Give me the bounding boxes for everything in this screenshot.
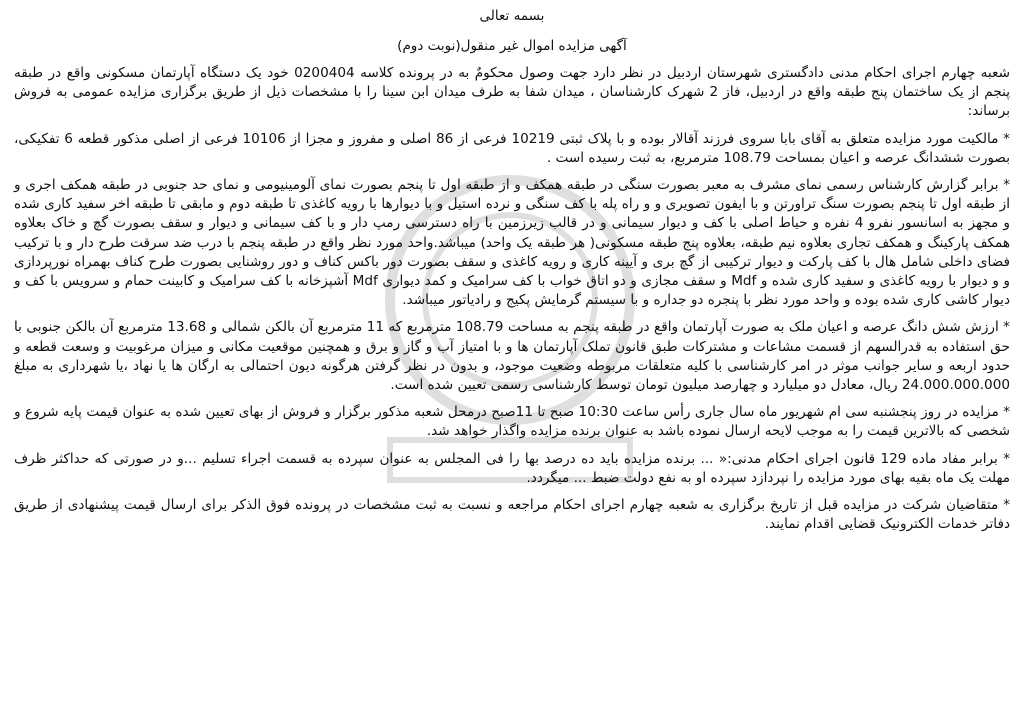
intro-paragraph: شعبه چهارم اجرای احکام مدنی دادگستری شهرستان اردبیل در نظر دارد جهت وصول محکومٌ به در پرونده کلاسه 0200404 خود یک دستگاه آپارتمان مسکونی واقع در طبقه پنجم از یک ساختمان پنج طبقه واقع در اردبیل، فاز 2 شهرک کارشناسان ، میدان شفا به طرف میدان ابن سینا را با مشخصات ذیل از طریق برگزاری مزایده عمومی به فروش برساند:	[14, 65, 1010, 120]
expert-report-paragraph: * برابر گزارش کارشناس رسمی نمای مشرف به معبر بصورت سنگی در طبقه همکف و از طبقه اول تا پنجم بصورت نمای آلومینیومی و نمای حد جنوبی در طبقه همکف اجری و از طبقه اول تا پنجم بصورت سنگ تراورتن و با ایفون تصویری و و راه پله با کف سنگی و نرده استیل و با دیوارها با رویه کاغذی تا طبقه دوم و مابقی تا طبقه اخر سفید کاری شده و مجهز به اسانسور نفرو 4 نفره و حیاط اصلی با کف و دیوار سیمانی و در قالب زیرزمین با راه دسترسی رمپ دار و با کف سیمانی و دیوار و سقف بصورت گچ و خاک بعلاوه همکف پارکینگ و همکف تجاری بعلاوه نیم طبقه، بعلاوه پنج طبقه مسکونی( هر طبقه یک واحد) میباشد.واحد مورد نظر واقع در طبقه پنجم با درب ضد سرقت طرح دار و با ترکیب فضای داخلی شامل هال با کف پارکت و دیوار ترکیبی از گچ بری و آیینه کاری و رویه کاغذی و سقف بصورت دور باکس کناف و دور روشنایی بصورت طرح کناف بهمراه نورپردازی و و دیوار با رویه کاغذی و سفید کاری شده و Mdf و سقف مجازی و دو اتاق خواب با کف سرامیک و کمد دیواری Mdf آشپزخانه با کف سرامیک و کابینت حمام و سرویس با کف و دیوار کاشی کاری شده بوده و واحد مورد نظر با پنجره دو جداره و با سیستم گرمایش پکیج و رادیاتور میباشد.	[14, 177, 1010, 309]
applicants-paragraph: * متقاضیان شرکت در مزایده قبل از تاریخ برگزاری به شعبه چهارم اجرای احکام مراجعه و نسبت به ثبت مشخصات در پرونده فوق الذکر برای ارسال قیمت پیشنهادی از طریق دفاتر خدمات الکترونیک قضایی اقدام نمایند.	[14, 497, 1010, 533]
valuation-paragraph: * ارزش شش دانگ عرصه و اعیان ملک به صورت آپارتمان واقع در طبقه پنجم به مساحت 108.79 مترمربع که 11 مترمربع آن بالکن شمالی و 13.68 مترمربع آن بالکن جنوبی با حق استفاده به قدرالسهم از قسمت مشاعات و مشترکات طبق قانون تملک آپارتمان ها و با امتیاز آب و گاز و برق و همچنین موقعیت مکانی و میزان مرغوبیت و وسعت قطعه و حدود اربعه و سایر جوانب موثر در امر کارشناسی با کلیه متعلقات مربوطه وضعیت موجود، و بدون در نظر گرفتن هرگونه دیون احتمالی به ارگان ها یا نهاد ،یا شهرداری به مبلغ 24.000.000.000 ریال، معادل دو میلیارد و چهارصد میلیون تومان توسط کارشناسی رسمی تعیین شده است.	[14, 319, 1010, 394]
article-129-paragraph: * برابر مفاد ماده 129 قانون اجرای احکام مدنی:« ... برنده مزایده باید ده درصد بها را فی المجلس به عنوان سپرده به قسمت اجراء تسلیم ...و در صورتی که حداکثر ظرف مهلت یک ماه بقیه بهای مورد مزایده را نپردازد سپرده او به نفع دولت ضبط ... میگردد.	[14, 450, 1010, 486]
bismillah-heading: بسمه تعالی	[479, 8, 545, 24]
ownership-paragraph: * مالکیت مورد مزایده متعلق به آقای بابا سروی فرزند آقالار بوده و با پلاک ثبتی 10219 فرعی از 86 اصلی و مفروز و مجزا از 10106 فرعی از اصلی مذکور قطعه 6 تفکیکی، بصورت ششدانگ عرصه و اعیان بمساحت 108.79 مترمربع، به ثبت رسیده است .	[14, 130, 1010, 166]
notice-title: آگهی مزایده اموال غیر منقول(نوبت دوم)	[397, 38, 627, 54]
auction-date-paragraph: * مزایده در روز پنجشنبه سی ام شهریور ماه سال جاری رأس ساعت 10:30 صبح تا 11صبح درمحل شعبه مذکور برگزار و فروش از بهای تعیین شده به عنوان قیمت پایه شروع و شخصی که بالاترین قیمت را به موجب لایحه ارسال نموده باشد به عنوان برنده مزایده واگذار خواهد شد.	[14, 404, 1011, 440]
